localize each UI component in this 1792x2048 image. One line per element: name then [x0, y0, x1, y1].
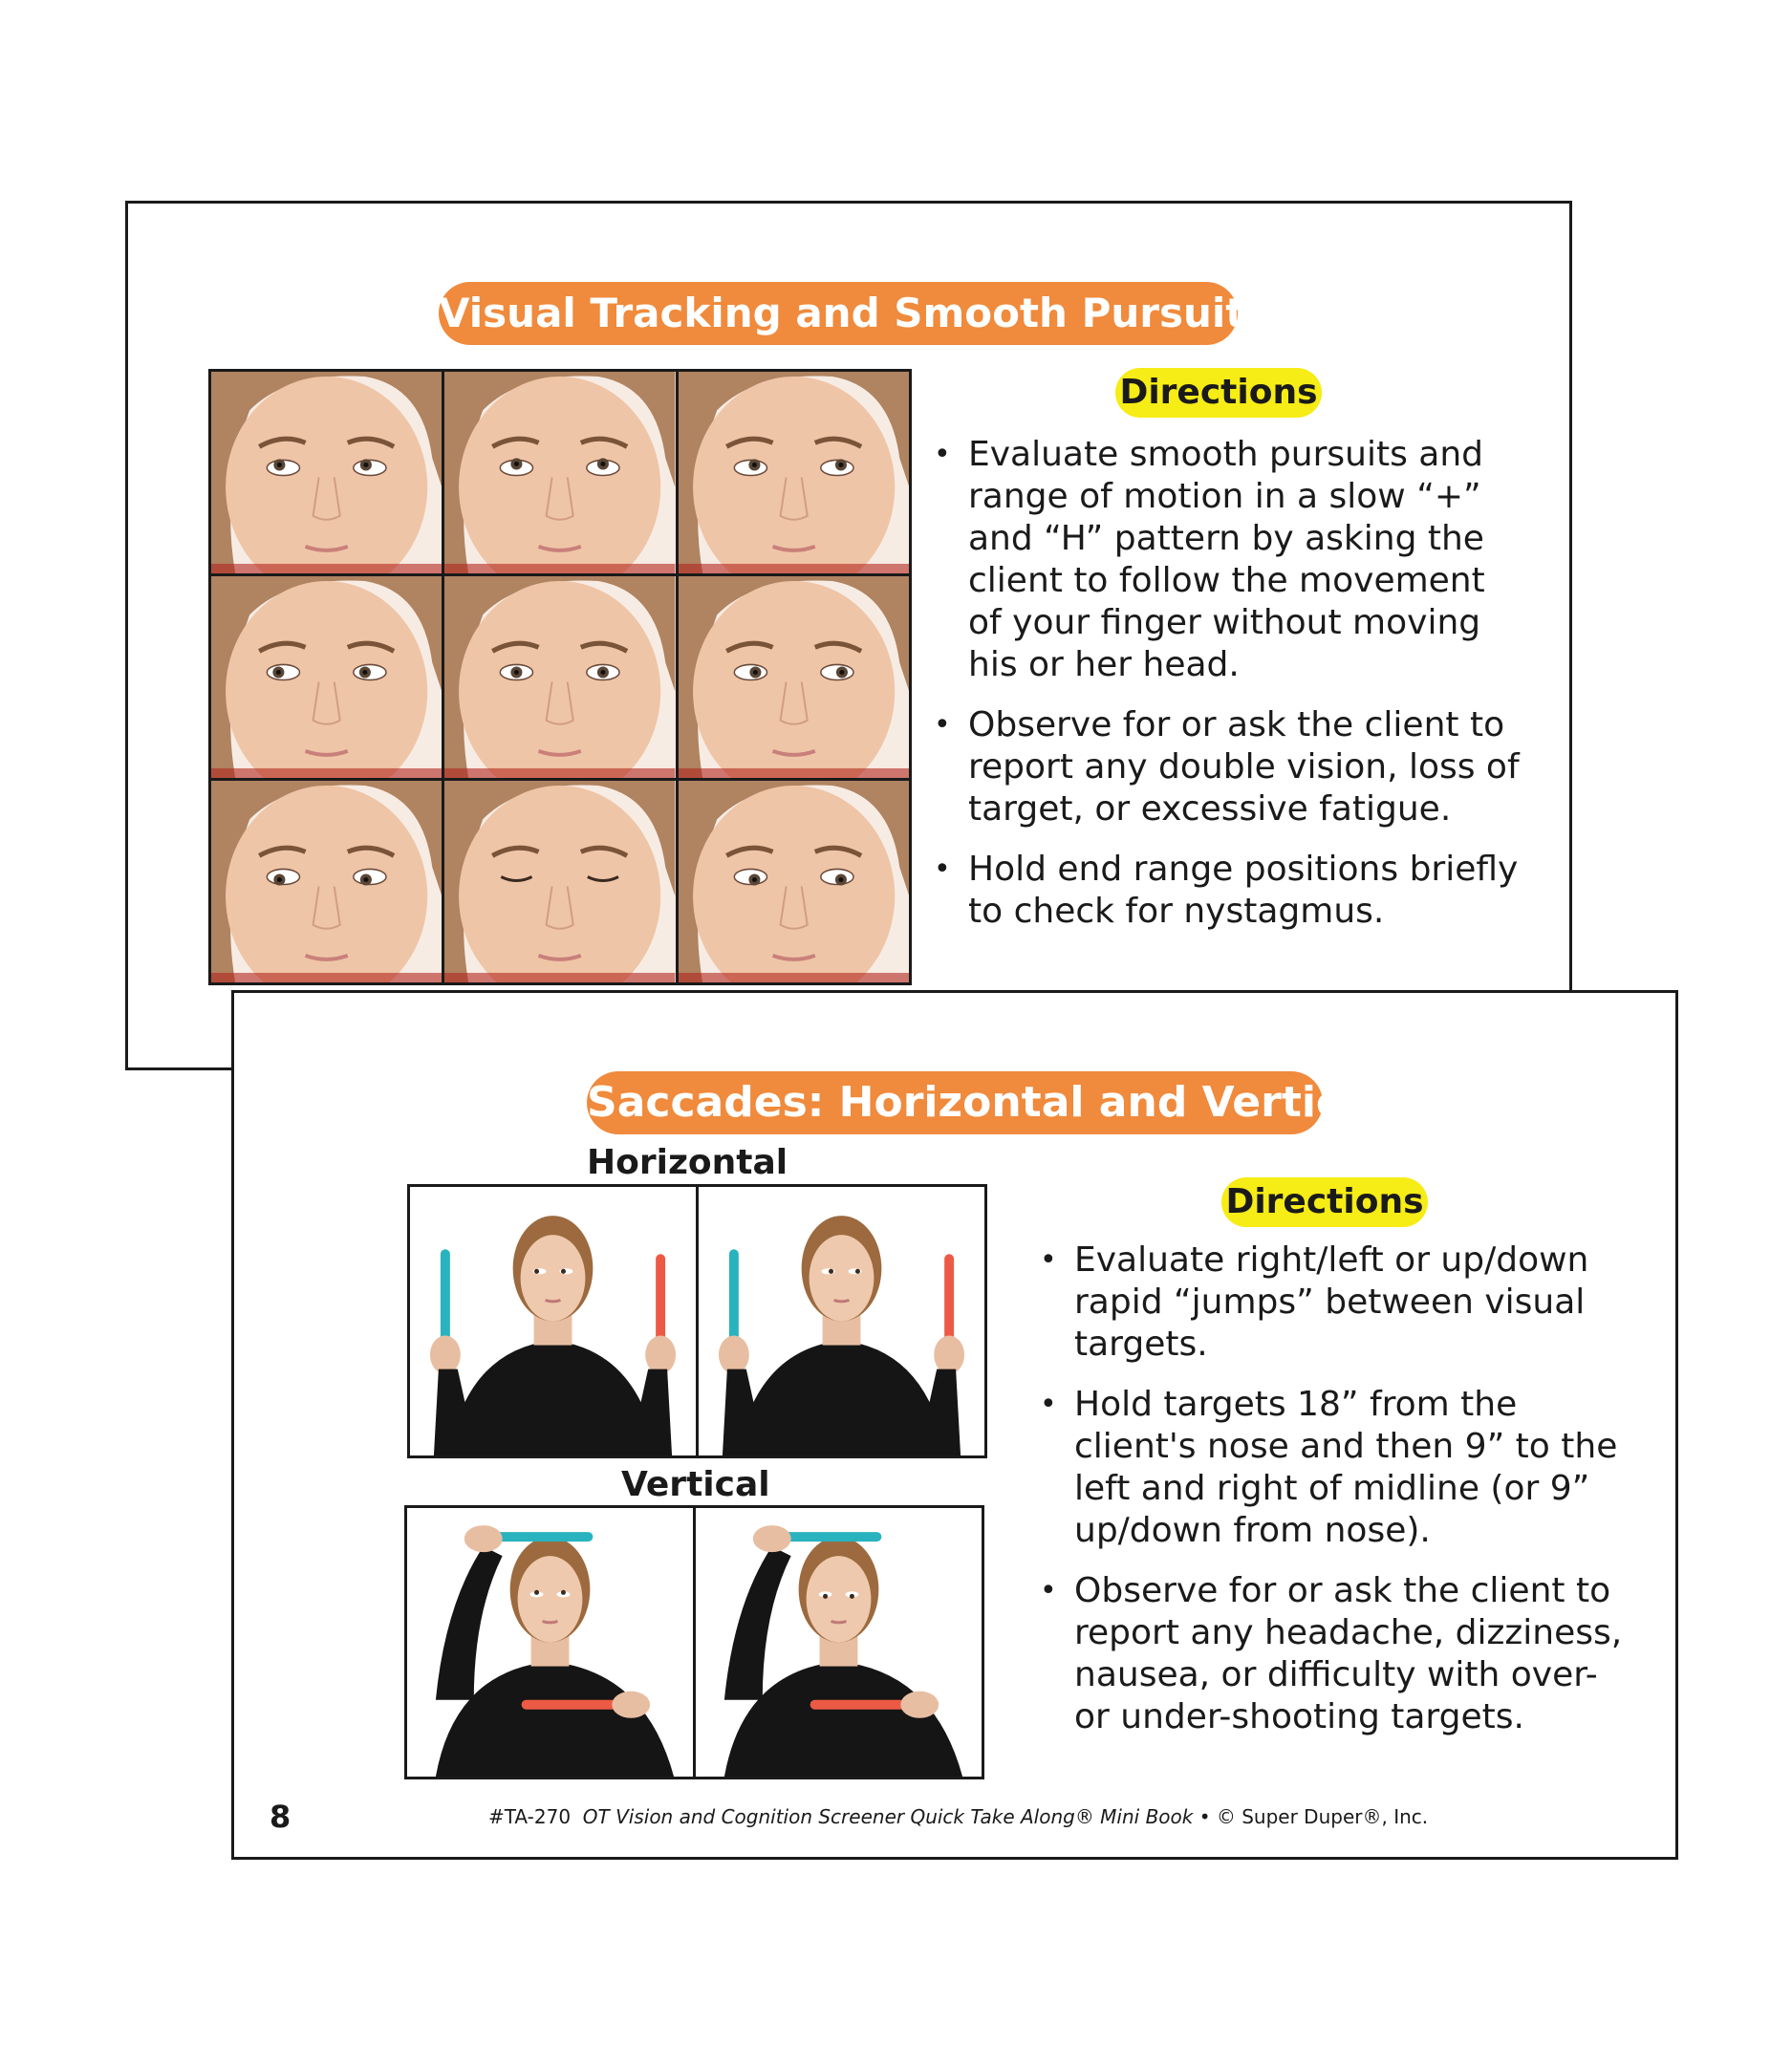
face-gaze-up-left [211, 372, 442, 573]
card2-bullet-list [1038, 1240, 1630, 1757]
card1-directions-label: Directions [1115, 368, 1322, 418]
bullet-item: • Hold targets 18” from the client's nose and then 9” to the left and right of midline (or 9” up/down from nose). [1040, 1385, 1618, 1550]
bullet-item: • Evaluate right/left or up/down rapid “jumps” between visual targets. [1040, 1240, 1589, 1364]
card-saccades [231, 990, 1678, 1860]
gaze-photo-grid [208, 369, 912, 985]
card1-title: Visual Tracking and Smooth Pursuits [439, 282, 1238, 345]
bullet-item: • Observe for or ask the client to report any double vision, loss of target, or excessive fatigue. [934, 705, 1520, 829]
bullet-item: • Hold end range positions briefly to check for nystagmus. [934, 850, 1519, 931]
bullet-dot-icon: • [934, 708, 951, 742]
footer-credit [488, 1803, 1428, 1830]
face-gaze-up-right [679, 372, 909, 573]
face-gaze-down-left [211, 781, 442, 982]
bullet-dot-icon: • [1040, 1243, 1057, 1277]
horizontal-label: Horizontal [587, 1143, 788, 1182]
footer-code: #TA-270 [488, 1805, 572, 1828]
footer-book-title: OT Vision and Cognition Screener Quick Take Along® Mini Book [582, 1805, 1194, 1828]
face-gaze-up [444, 372, 675, 573]
card2-directions-label: Directions [1221, 1177, 1428, 1227]
bullet-item: • Observe for or ask the client to report any headache, dizziness, nausea, or difficulty with over- or under-shooting targets. [1040, 1571, 1623, 1736]
face-gaze-left [211, 576, 442, 778]
face-gaze-down [444, 781, 675, 982]
bullet-dot-icon: • [934, 438, 951, 471]
vertical-photo-down-gaze [696, 1508, 982, 1777]
face-gaze-center [444, 576, 675, 778]
face-gaze-right [679, 576, 909, 778]
horizontal-photo-right-gaze [699, 1187, 984, 1455]
footer-copyright: • © Super Duper®, Inc. [1198, 1805, 1429, 1828]
card1-bullet-list [932, 434, 1524, 951]
vertical-photos [404, 1505, 984, 1779]
card2-title: Saccades: Horizontal and Vertical [587, 1071, 1323, 1134]
card-visual-tracking [125, 201, 1572, 1070]
face-gaze-down-right [679, 781, 909, 982]
bullet-dot-icon: • [934, 852, 951, 886]
horizontal-photo-left-gaze [410, 1187, 696, 1455]
bullet-dot-icon: • [1040, 1574, 1057, 1607]
vertical-label: Vertical [621, 1465, 770, 1504]
bullet-item: • Evaluate smooth pursuits and range of motion in a slow “+” and “H” pattern by asking the client to follow the movement of your finger without moving his or her head. [934, 435, 1485, 684]
vertical-photo-up-gaze [407, 1508, 693, 1777]
bullet-dot-icon: • [1040, 1388, 1057, 1421]
horizontal-photos [407, 1184, 987, 1458]
page-number: 8 [270, 1799, 291, 1835]
